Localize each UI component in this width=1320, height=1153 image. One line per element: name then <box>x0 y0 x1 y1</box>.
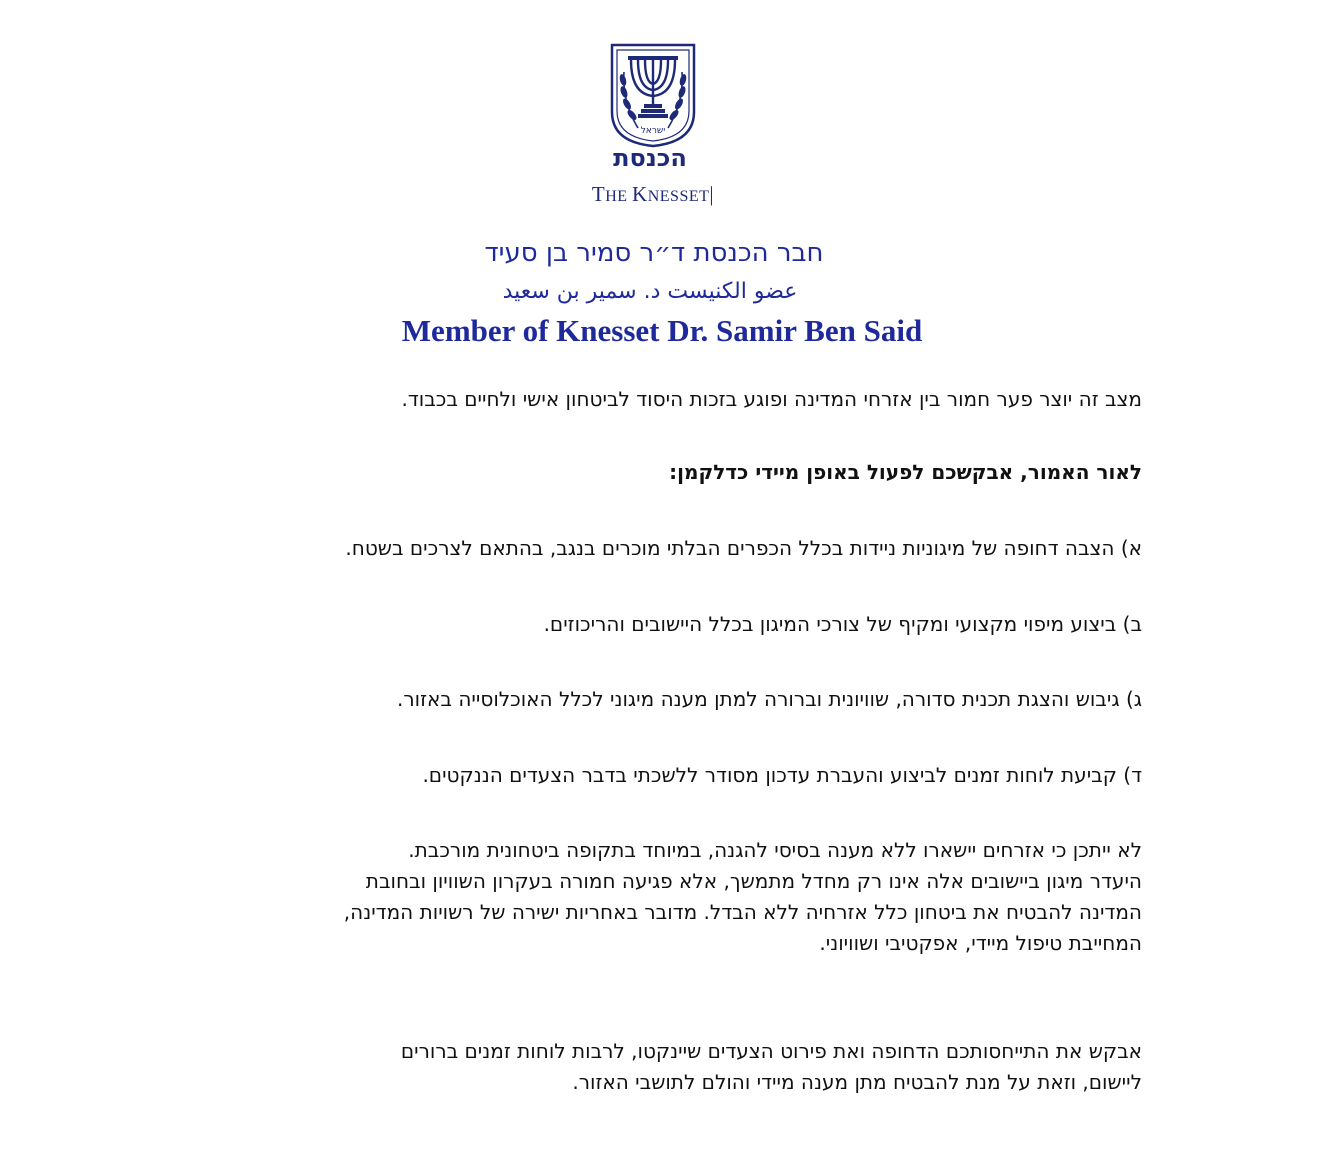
request-heading: לאור האמור, אבקשכם לפעול באופן מיידי כדלקמן: <box>669 460 1142 484</box>
statement-paragraph <box>142 835 1142 959</box>
statement-line: לא ייתכן כי אזרחים יישארו ללא מענה בסיסי להגנה, במיוחד בתקופה ביטחונית מורכבת. <box>408 838 1142 862</box>
statement-line: המדינה להבטיח את ביטחון כלל אזרחיה ללא הבדל. מדובר באחריות ישירה של רשויות המדינה, <box>343 900 1142 924</box>
closing-line: אבקש את התייחסותכם הדחופה ואת פירוט הצעדים שיינקטו, לרבות לוחות זמנים ברורים <box>400 1039 1142 1063</box>
list-item-c: ג) גיבוש והצגת תכנית סדורה, שוויונית וברורה למתן מענה מיגוני לכלל האוכלוסייה באזור. <box>397 687 1142 711</box>
list-item-a: א) הצבה דחופה של מיגוניות ניידות בכלל הכפרים הבלתי מוכרים בנגב, בהתאם לצרכים בשטח. <box>345 536 1142 560</box>
list-item-b: ב) ביצוע מיפוי מקצועי ומקיף של צורכי המיגון בכלל היישובים והריכוזים. <box>543 612 1142 636</box>
member-title-arabic: عضو الكنيست د. سمير بن سعيد <box>502 279 798 304</box>
knesset-emblem-icon <box>608 42 698 148</box>
closing-paragraph <box>142 1036 1142 1098</box>
org-name-hebrew: הכנסת <box>613 144 687 172</box>
org-name-english: THE KNESSET| <box>591 182 715 206</box>
emblem-label: ישראל <box>640 126 666 136</box>
list-item-d: ד) קביעת לוחות זמנים לביצוע והעברת עדכון מסודר ללשכתי בדבר הצעדים הננקטים. <box>422 763 1142 787</box>
statement-line: היעדר מיגון ביישובים אלה אינו רק מחדל מתמשך, אלא פגיעה חמורה בעקרון השוויון ובחובת <box>365 869 1142 893</box>
member-title-hebrew: חבר הכנסת ד״ר סמיר בן סעיד <box>484 238 824 268</box>
intro-paragraph: מצב זה יוצר פער חמור בין אזרחי המדינה ופוגע בזכות היסוד לביטחון אישי ולחיים בכבוד. <box>401 387 1142 411</box>
closing-line: ליישום, וזאת על מנת להבטיח מתן מענה מיידי והולם לתושבי האזור. <box>572 1070 1142 1094</box>
member-title-english: Member of Knesset Dr. Samir Ben Said <box>401 313 923 348</box>
statement-line: המחייבת טיפול מיידי, אפקטיבי ושוויוני. <box>819 931 1142 955</box>
